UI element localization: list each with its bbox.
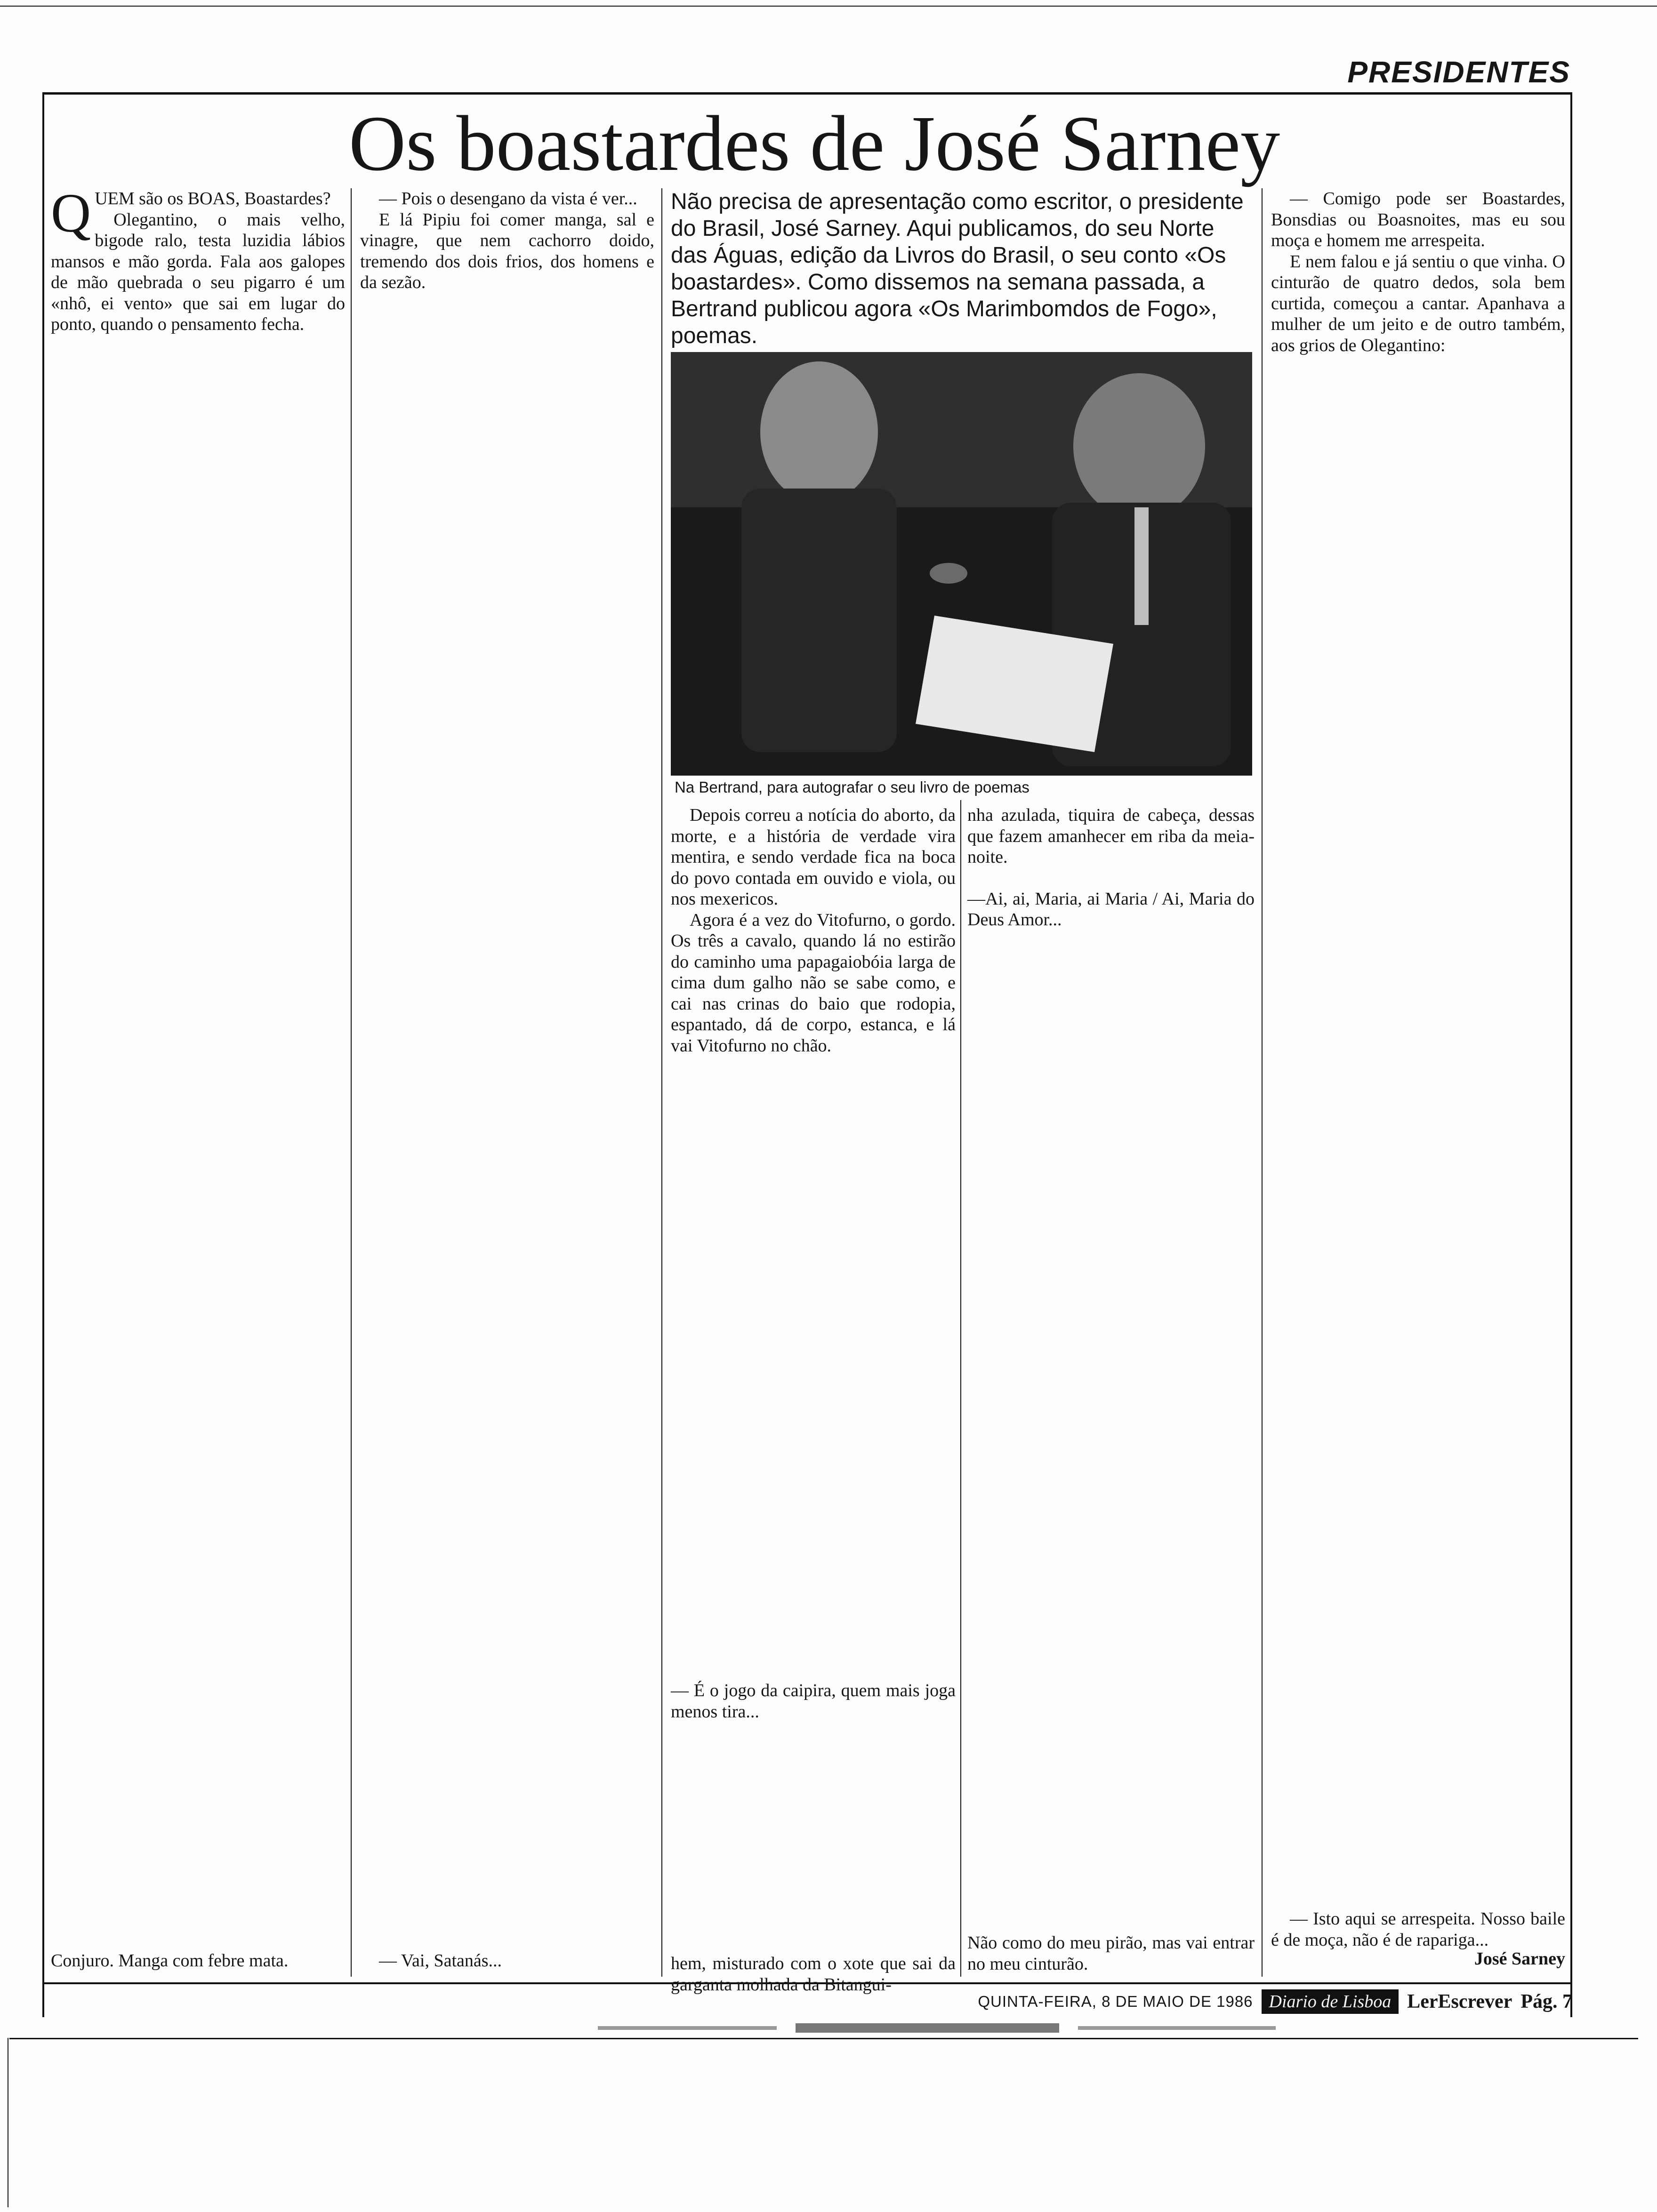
paragraph: E lá Pipiu foi comer manga, sal e vinagre, que nem cachorro doido, tremendo dos dois frios, dos homens e da sezão. [360,209,654,292]
frame-right [1570,92,1572,2017]
paragraph: Não como do meu pirão, mas vai entrar no meu cinturão. [967,1933,1255,1974]
paragraph: — Isto aqui se arrespeita. Nosso baile é de moça, não é de rapariga... [1271,1909,1565,1950]
footer-rule [9,2038,1638,2039]
photo [671,352,1252,776]
paragraph: hem, misturado com o xote que sai da garganta molhada da Bitangui- [671,1954,956,1995]
page-number: Pág. 7 [1520,1991,1572,2012]
photo-caption: Na Bertrand, para autografar o seu livro de poemas [675,778,1030,796]
verse: —Ai, ai, Maria, ai Maria / Ai, Maria do Deus Amor... [967,889,1255,930]
paragraph: UEM são os BOAS, Boastardes? [95,189,331,208]
section-rule [42,92,1572,95]
intro-text: Não precisa de apresentação como escritor, o presidente do Brasil, José Sarney. Aqui publicamos, do seu Norte das Águas, edição da Livros do Brasil, o seu conto «Os boastardes». Como dissemos na semana passada, a Bertrand publicou agora «Os Marimbomdos de Fogo», poemas. [671,189,1244,348]
paragraph: Conjuro. Manga com febre mata. [51,1951,289,1971]
article-column-1 [51,182,345,1977]
footer-date: QUINTA-FEIRA, 8 DE MAIO DE 1986 [978,1993,1253,2010]
paragraph: Agora é a vez do Vitofurno, o gordo. Os três a cavalo, quando lá no estirão do caminho uma papagaiobóia larga de cima dum galho não se sabe como, e cai nas crinas do baio que rodopia, espantado, dá de corpo, estanca, e lá vai Vitofurno no chão. [671,910,956,1056]
page-footer [880,1988,1572,2016]
photo-image [671,352,1252,776]
paragraph: E nem falou e já sentiu o que vinha. O cinturão de quatro dedos, sola bem curtida, começou a cantar. Apanhava a mulher de um jeito e de outro também, aos grios de Olegantino: [1271,251,1565,355]
paragraph: — Pois o desengano da vista é ver... [379,189,637,208]
signature: José Sarney [1474,1949,1565,1969]
top-rule [0,6,1657,7]
column-rule [1262,188,1263,1977]
print-smudge [598,2020,1280,2036]
print-smudge-marks [598,2020,1280,2036]
column-rule [351,188,352,1977]
column-rule [960,800,961,1977]
drop-cap: Q [51,182,91,244]
footer-section: LerEscrever [1407,1991,1512,2012]
article-column-2 [360,188,654,1977]
paragraph: Olegantino, o mais velho, bigode ralo, testa luzidia lábios mansos e mão gorda. Fala aos galopes de mão quebrada o seu pigarro é um «nhô, ei vento» que sai em lugar do ponto, quando o pensamento fecha. [51,209,345,334]
paragraph: — Comigo pode ser Boastardes, Bonsdias ou Boasnoites, mas eu sou moça e homem me arrespeita. [1271,189,1565,250]
paragraph: — Vai, Satanás... [379,1951,502,1971]
article-column-3 [671,805,956,1995]
article-column-4 [967,805,1255,1977]
article-column-5 [1271,188,1565,1977]
paragraph: Depois correu a notícia do aborto, da morte, e a história de verdade vira mentira, e sendo verdade fica na boca do povo contada em ouvido e viola, ou nos mexericos. [671,805,956,909]
column-rule [661,188,662,1977]
masthead-logo: Diario de Lisboa [1262,1989,1399,2014]
frame-left [42,92,44,2017]
paragraph: nha azulada, tiquira de cabeça, dessas que fazem amanhecer em riba da meia-noite. [967,805,1255,867]
headline: Os boastardes de José Sarney [348,100,1280,187]
section-label: PRESIDENTES [1347,55,1570,89]
paragraph: — É o jogo da caipira, quem mais joga menos tira... [671,1681,956,1722]
